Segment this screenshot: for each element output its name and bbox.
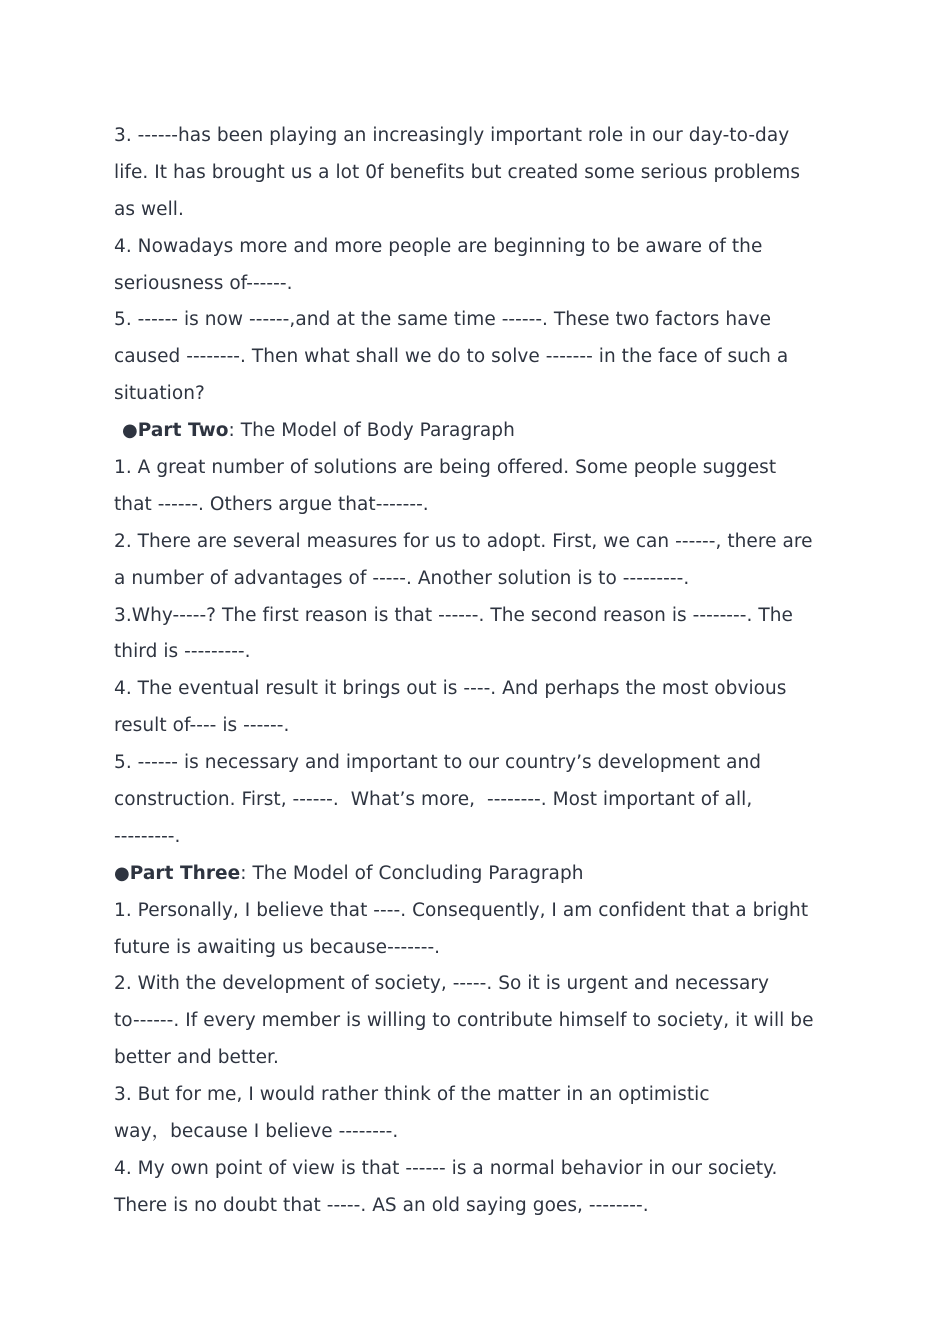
text-line: result of---- is ------. — [114, 715, 290, 737]
text-line: 4. My own point of view is that ------ is a normal behavior in our society. — [114, 1157, 778, 1179]
intro-item-5 — [114, 302, 844, 413]
text-line: 4. Nowadays more and more people are beginning to be aware of the — [114, 235, 763, 257]
text-line: 3.Why-----? The first reason is that ------. The second reason is --------. The — [114, 604, 793, 626]
text-line: 1. A great number of solutions are being offered. Some people suggest — [114, 457, 777, 479]
part-two-item-4 — [114, 671, 844, 745]
text-line: a number of advantages of -----. Another solution is to ---------. — [114, 567, 690, 589]
text-line: ---------. — [114, 825, 181, 847]
text-line: 3. But for me, I would rather think of the matter in an optimistic — [114, 1084, 710, 1106]
text-line: 2. There are several measures for us to adopt. First, we can ------, there are — [114, 530, 813, 552]
part-two-title: Part Two — [137, 420, 229, 442]
text-line: third is ---------. — [114, 641, 251, 663]
text-line: seriousness of------. — [114, 272, 293, 294]
text-line: 5. ------ is necessary and important to our country’s development and — [114, 752, 762, 774]
text-line: as well. — [114, 198, 184, 220]
part-three-item-1 — [114, 893, 844, 967]
text-line: 3. ------has been playing an increasingly important role in our day-to-day — [114, 125, 790, 146]
part-three-item-3 — [114, 1077, 844, 1151]
part-three-title: Part Three — [129, 862, 241, 884]
part-three-heading — [114, 856, 844, 893]
text-line: 2. With the development of society, -----. So it is urgent and necessary — [114, 973, 770, 995]
text-line: life. It has brought us a lot 0f benefits but created some serious problems — [114, 161, 801, 183]
text-line: situation? — [114, 383, 205, 405]
text-line: There is no doubt that -----. AS an old saying goes, --------. — [114, 1194, 649, 1216]
part-two-item-5 — [114, 745, 844, 856]
text-line: future is awaiting us because-------. — [114, 936, 441, 958]
bullet-icon: ● — [122, 420, 138, 442]
part-two-item-2 — [114, 524, 844, 598]
document-page — [114, 118, 844, 1225]
bullet-icon: ● — [114, 862, 130, 884]
part-two-heading — [114, 413, 844, 450]
text-line: caused --------. Then what shall we do to solve ------- in the face of such a — [114, 346, 789, 368]
part-two-item-1 — [114, 450, 844, 524]
text-line: 1. Personally, I believe that ----. Consequently, I am confident that a bright — [114, 899, 809, 921]
part-two-item-3 — [114, 598, 844, 672]
text-line: way，because I believe --------. — [114, 1121, 399, 1143]
part-two-subtitle: : The Model of Body Paragraph — [228, 420, 515, 442]
text-line: construction. First, ------. What’s more, --------. Most important of all, — [114, 789, 753, 811]
text-line: 5. ------ is now ------,and at the same time ------. These two factors have — [114, 309, 772, 331]
intro-item-4 — [114, 229, 844, 303]
text-line: to------. If every member is willing to contribute himself to society, it will be — [114, 1010, 814, 1032]
part-three-subtitle: : The Model of Concluding Paragraph — [240, 862, 584, 884]
intro-item-3 — [114, 118, 844, 229]
text-line: that ------. Others argue that-------. — [114, 493, 429, 515]
text-line: better and better. — [114, 1047, 279, 1069]
part-three-item-2 — [114, 966, 844, 1077]
text-line: 4. The eventual result it brings out is ----. And perhaps the most obvious — [114, 678, 787, 700]
part-three-item-4 — [114, 1151, 844, 1225]
